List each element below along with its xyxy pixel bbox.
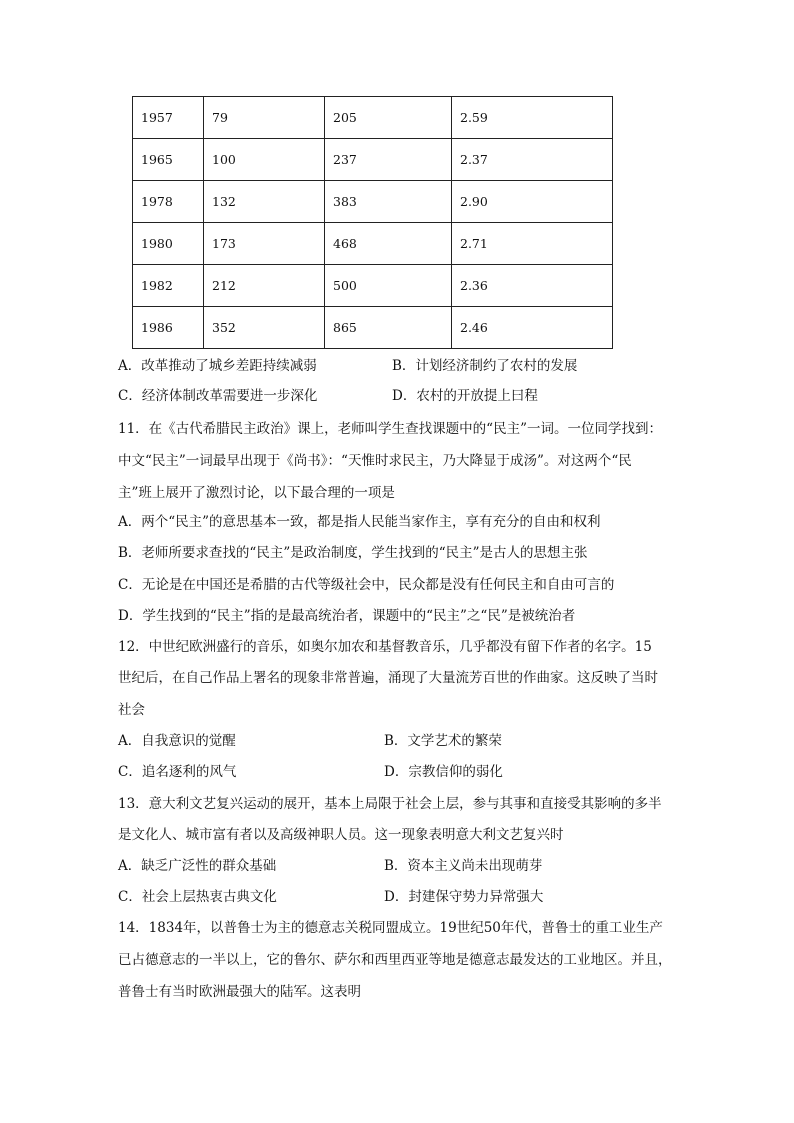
- table-row: [133, 139, 613, 181]
- table-cell: 1965: [133, 139, 204, 181]
- table-cell: 2.90: [452, 181, 613, 223]
- table-cell: 2.71: [452, 223, 613, 265]
- table-cell: 1980: [133, 223, 204, 265]
- q12-stem-line-1: 12．中世纪欧洲盛行的音乐，如奥尔加农和基督教音乐，几乎都没有留下作者的名字。15: [118, 639, 652, 655]
- q13-option-c: C．社会上层热衷古典文化: [118, 889, 277, 905]
- table-cell: 173: [204, 223, 325, 265]
- table-cell: 468: [325, 223, 452, 265]
- q10-option-b: B．计划经济制约了农村的发展: [392, 358, 578, 374]
- table-cell: 1957: [133, 97, 204, 139]
- q10-option-c: C．经济体制改革需要进一步深化: [118, 388, 318, 404]
- table-cell: 352: [204, 307, 325, 349]
- q13-stem-line-2: 是文化人、城市富有者以及高级神职人员。这一现象表明意大利文艺复兴时: [118, 827, 564, 843]
- q12-option-b: B．文学艺术的繁荣: [384, 733, 502, 749]
- q11-option-a: A．两个“民主”的意思基本一致，都是指人民能当家作主，享有充分的自由和权利: [118, 514, 601, 530]
- q13-stem-line-1: 13．意大利文艺复兴运动的展开，基本上局限于社会上层，参与其事和直接受其影响的多半: [118, 796, 662, 812]
- table-row: [133, 265, 613, 307]
- q12-option-c: C．追名逐利的风气: [118, 764, 237, 780]
- q12-option-d: D．宗教信仰的弱化: [384, 764, 503, 780]
- q11-option-b: B．老师所要求查找的“民主”是政治制度，学生找到的“民主”是古人的思想主张: [118, 545, 588, 561]
- q13-option-d: D．封建保守势力异常强大: [384, 889, 544, 905]
- table-row: [133, 223, 613, 265]
- q11-stem-line-2: 中文“民主”一词最早出现于《尚书》：“天惟时求民主，乃大降显于成汤”。对这两个“民: [118, 453, 632, 469]
- table-cell: 205: [325, 97, 452, 139]
- table-row: [133, 181, 613, 223]
- q11-stem-line-1: 11．在《古代希腊民主政治》课上，老师叫学生查找课题中的“民主”一词。一位同学找到：: [118, 421, 662, 437]
- q14-stem-line-2: 已占德意志的一半以上，它的鲁尔、萨尔和西里西亚等地是德意志最发达的工业地区。并且，: [118, 952, 672, 968]
- table-cell: 1982: [133, 265, 204, 307]
- q14-stem-line-3: 普鲁士有当时欧洲最强大的陆军。这表明: [118, 984, 361, 1000]
- q12-stem-line-3: 社会: [118, 702, 145, 718]
- table-cell: 2.46: [452, 307, 613, 349]
- table-cell: 383: [325, 181, 452, 223]
- q14-stem-line-1: 14．1834年，以普鲁士为主的德意志关税同盟成立。19世纪50年代，普鲁士的重工业生产: [118, 920, 663, 936]
- table-cell: 2.36: [452, 265, 613, 307]
- table-cell: 1978: [133, 181, 204, 223]
- q12-stem-line-2: 世纪后，在自己作品上署名的现象非常普遍，涌现了大量流芳百世的作曲家。这反映了当时: [118, 670, 658, 686]
- table-cell: 865: [325, 307, 452, 349]
- table-cell: 500: [325, 265, 452, 307]
- q10-option-d: D．农村的开放提上曰程: [392, 388, 538, 404]
- q11-stem-line-3: 主”班上展开了激烈讨论，以下最合理的一项是: [118, 485, 395, 501]
- table-cell: 100: [204, 139, 325, 181]
- table-row: [133, 97, 613, 139]
- q12-option-a: A．自我意识的觉醒: [118, 733, 236, 749]
- table-cell: 1986: [133, 307, 204, 349]
- table-cell: 237: [325, 139, 452, 181]
- table-cell: 2.59: [452, 97, 613, 139]
- q13-option-a: A．缺乏广泛性的群众基础: [118, 858, 277, 874]
- q11-option-d: D．学生找到的“民主”指的是最高统治者，课题中的“民主”之“民”是被统治者: [118, 608, 576, 624]
- table-row: [133, 307, 613, 349]
- table-cell: 2.37: [452, 139, 613, 181]
- q10-option-a: A．改革推动了城乡差距持续减弱: [118, 358, 317, 374]
- q11-option-c: C．无论是在中国还是希腊的古代等级社会中，民众都是没有任何民主和自由可言的: [118, 577, 615, 593]
- table-cell: 132: [204, 181, 325, 223]
- table-cell: 79: [204, 97, 325, 139]
- table-cell: 212: [204, 265, 325, 307]
- q13-option-b: B．资本主义尚未出现萌芽: [384, 858, 543, 874]
- data-table: [132, 96, 613, 349]
